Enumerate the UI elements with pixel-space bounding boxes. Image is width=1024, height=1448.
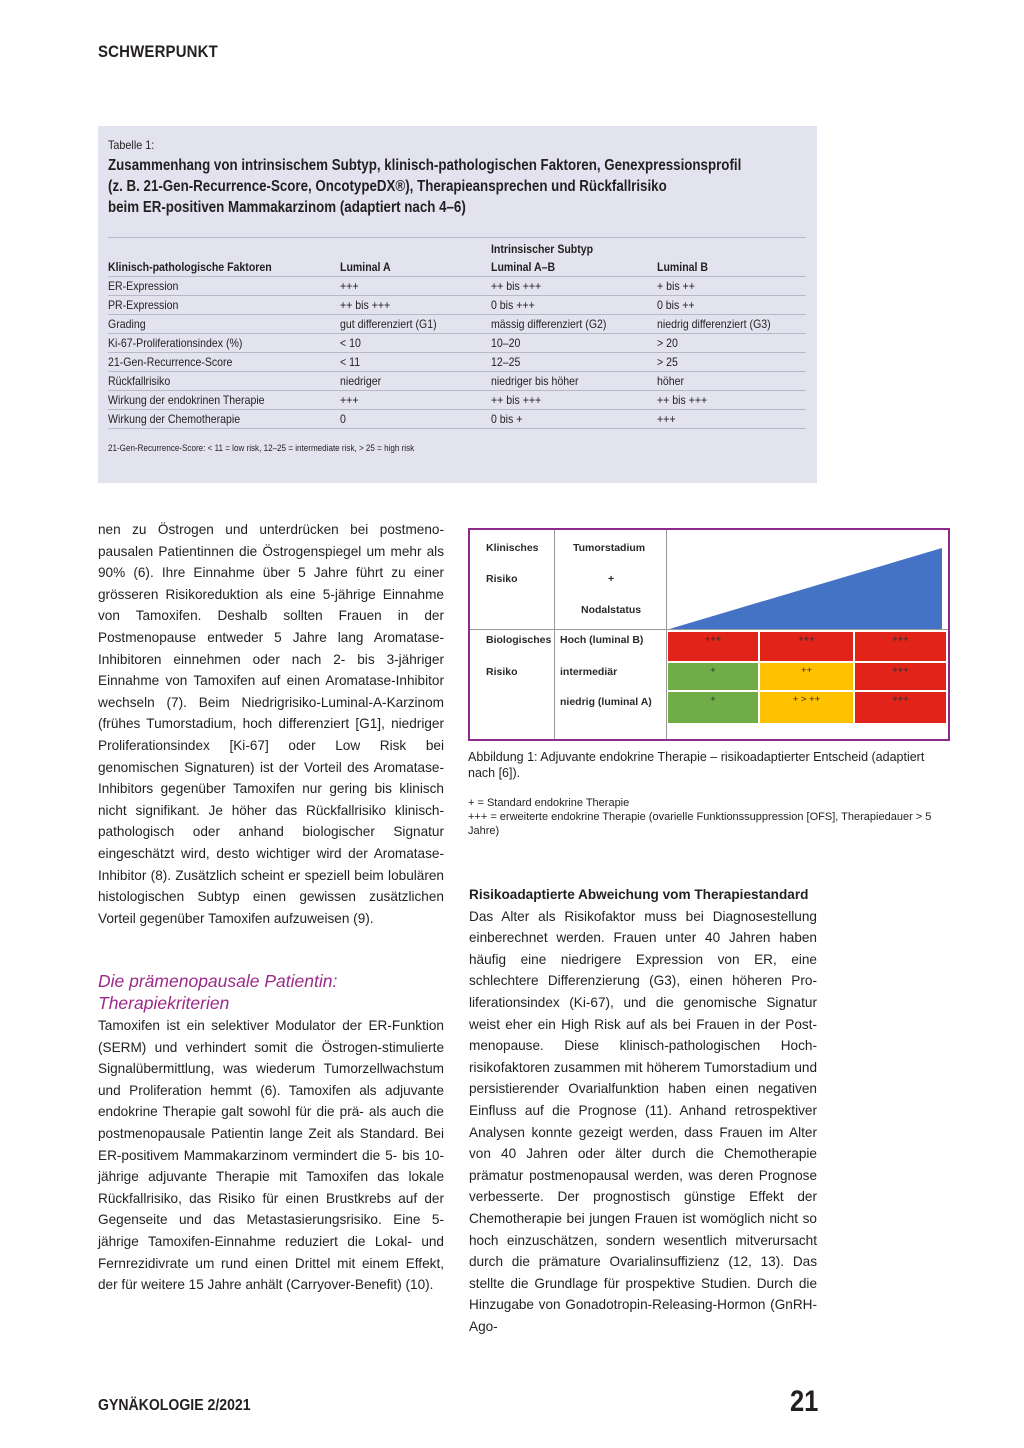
clinical-label: Risiko bbox=[486, 573, 518, 585]
legend-line: +++ = erweiterte endokrine Therapie (ovarielle Funktionssuppression [OFS], Therapiedauer > 5 Jahre) bbox=[468, 811, 932, 837]
footer-journal: GYNÄKOLOGIE 2/2021 bbox=[98, 1397, 251, 1414]
risk-cell: + > ++ bbox=[760, 692, 853, 723]
table-cell: niedrig differenziert (G3) bbox=[657, 317, 771, 331]
table-cell: 0 bbox=[340, 412, 346, 426]
table-cell: 10–20 bbox=[491, 336, 521, 350]
row-label: niedrig (luminal A) bbox=[560, 696, 652, 708]
table-cell: ++ bis +++ bbox=[657, 393, 708, 407]
table-title-line: (z. B. 21-Gen-Recurrence-Score, OncotypeDX®), Therapieansprechen und Rückfallrisiko bbox=[108, 178, 667, 195]
table-cell: Rückfallrisiko bbox=[108, 374, 171, 388]
legend-line: + = Standard endokrine Therapie bbox=[468, 797, 630, 809]
table-cell: Wirkung der endokrinen Therapie bbox=[108, 393, 265, 407]
table-row bbox=[108, 353, 806, 372]
table-cell: < 11 bbox=[340, 355, 361, 369]
table-cell: 21-Gen-Recurrence-Score bbox=[108, 355, 233, 369]
table-cell: niedriger bbox=[340, 374, 382, 388]
clinical-label: Klinisches bbox=[486, 542, 539, 554]
table-row bbox=[108, 391, 806, 410]
table-label: Tabelle 1: bbox=[108, 138, 155, 152]
paragraph: nen zu Östrogen und unterdrücken bei postmenopausalen Patientinnen die Östrogenspiegel um mehr als 90% (6). Ihre Einnahme über 5 Jahre führt zu einer grösseren Risikoreduktion als eine 5-jährige Einnahme von Tamoxifen. Deshalb sollten Frauen in der Postmenopause entweder 5 Jahre lang Aromatase-Inhibitoren einnehmen oder nach 2- bis 3-jähriger Einnahme von Tamoxifen auf einen Aromatase-Inhibitor wechseln (7). Beim Niedrigrisiko-Luminal-A-Karzinom (frühes Tumorstadium, hoch differenziert [G1], niedriger Proliferationsindex [Ki-67] oder Low Risk bei genomischen Signaturen) ist der Vorteil des Aromatase-Inhibitors gegenüber Tamoxifen nur gering bis klinisch nicht signifikant. Je höher das Rückfallrisiko klinisch-pathologisch oder anhand biologischer Signatur eingeschätzt wird, desto wichtiger wird der Aromatase-Inhibitor (8). Zusätzlich scheint er speziell beim lobulären histologischen Subtyp einen gewissen zusätzlichen Vorteil gegenüber Tamoxifen aufzuweisen (9). bbox=[98, 522, 444, 926]
table-cell: ++ bis +++ bbox=[491, 393, 542, 407]
section-heading-line: Die prämenopausale Patientin: bbox=[98, 971, 338, 991]
table-group-header: Intrinsischer Subtyp bbox=[491, 242, 594, 256]
risk-cell: + bbox=[668, 663, 758, 690]
table-row bbox=[108, 372, 806, 391]
risk-cell: ++ bbox=[760, 663, 853, 690]
table-title bbox=[108, 155, 779, 218]
table-header-row bbox=[108, 258, 806, 277]
table-cell: niedriger bis höher bbox=[491, 374, 579, 388]
figure-risk-chart bbox=[468, 528, 950, 741]
body-text-left-top bbox=[98, 519, 444, 929]
table-cell: + bis ++ bbox=[657, 279, 695, 293]
table-cell: +++ bbox=[340, 279, 359, 293]
table-cell: gut differenziert (G1) bbox=[340, 317, 437, 331]
table-cell: < 10 bbox=[340, 336, 361, 350]
risk-cell: +++ bbox=[855, 632, 946, 661]
table-row bbox=[108, 334, 806, 353]
table-title-line: Zusammenhang von intrinsischem Subtyp, klinisch-pathologischen Faktoren, Genexpressionsprofil bbox=[108, 157, 742, 174]
table-header-cell: Luminal B bbox=[657, 260, 709, 274]
table-cell: 12–25 bbox=[491, 355, 521, 369]
table-row bbox=[108, 410, 806, 429]
table-group-header-row bbox=[108, 240, 806, 259]
table-cell: Grading bbox=[108, 317, 146, 331]
figure-legend bbox=[468, 796, 948, 838]
table-cell: ++ bis +++ bbox=[340, 298, 391, 312]
table-header-cell: Luminal A–B bbox=[491, 260, 556, 274]
table-cell: Wirkung der Chemotherapie bbox=[108, 412, 241, 426]
table-row bbox=[108, 277, 806, 296]
table-cell: +++ bbox=[657, 412, 676, 426]
table-footnote: 21-Gen-Recurrence-Score: < 11 = low risk, 12–25 = intermediate risk, > 25 = high risk bbox=[108, 443, 415, 454]
figure-caption: Abbildung 1: Adjuvante endokrine Therapie – risikoadaptierter Entscheid (adaptiert nach [6]). bbox=[468, 750, 925, 780]
paragraph: Das Alter als Risikofaktor muss bei Diagnosestellung einberechnet werden. Frauen unter 40 Jahren haben häufig eine niedrigere Expression von ER, eine schlechtere Differenzierung (G3), einen höheren Proliferationsindex (Ki-67), und die genomische Signatur weist eher ein High Risk auf als bei Frauen in der Postmenopause. Diese klinisch-pathologischen Hochrisikofaktoren zusammen mit höherem Tumorstadium und persistierender Ovarialfunktion haben einen negativen Einfluss auf die Prognose (11). Anhand retrospektiver Analysen konnte gezeigt werden, dass Frauen im Alter von 40 Jahren oder älter durch die Chemotherapie prämatur postmenopausal werden, was deren Prognose verbesserte. Der prognostisch günstige Effekt der Chemotherapie bei jungen Frauen ist womöglich nicht so hoch einzuschätzen, sondern wesentlich mitverursacht durch die prämature Ovarialinsuffizienz (12, 13). Das stellte die Grundlage für prospektive Studien. Durch die Hinzugabe von Gonadotropin-Releasing-Hormon (GnRH-Ago- bbox=[469, 908, 817, 1334]
risk-wedge bbox=[666, 548, 942, 630]
table-cell: 0 bis ++ bbox=[657, 298, 695, 312]
tumor-label: Tumorstadium bbox=[573, 542, 646, 554]
table-cell: > 20 bbox=[657, 336, 678, 350]
tumor-label: Nodalstatus bbox=[581, 604, 642, 616]
bio-label: Biologisches bbox=[486, 634, 552, 646]
body-text-left-bottom bbox=[98, 1015, 444, 1296]
paragraph: Tamoxifen ist ein selektiver Modulator der ER-Funktion (SERM) und verhindert somit die Östrogen-stimulierte Signalübermittlung, was wiederum Tumorzellwachstum und Proliferation hemmt (6). Tamoxifen als adjuvante endokrine Therapie galt sowohl für die prä- als auch die postmenopausale Patientin lange Zeit als Standard. Bei ER-positivem Mammakarzinom vermindert die 5- bis 10-jährige adjuvante Therapie mit Tamoxifen das lokale Rückfallrisiko, das Risiko für einen Brustkrebs auf der Gegenseite und das Metastasierungsrisiko. Eine 5-jährige Tamoxifen-Einnahme reduziert die Lokal- und Fernrezidivrate um rund einen Drittel mit einem Effekt, der für weitere 15 Jahre anhält (Carryover-Benefit) (10). bbox=[98, 1018, 444, 1293]
bio-label: Risiko bbox=[486, 666, 518, 678]
subheading: Risikoadaptierte Abweichung vom Therapiestandard bbox=[469, 887, 809, 902]
table-cell: 0 bis +++ bbox=[491, 298, 535, 312]
tumor-label: + bbox=[608, 573, 615, 585]
risk-cell: +++ bbox=[855, 663, 946, 690]
table-cell: ++ bis +++ bbox=[491, 279, 542, 293]
table-cell: Ki-67-Proliferationsindex (%) bbox=[108, 336, 243, 350]
section-heading-line: Therapiekriterien bbox=[98, 993, 230, 1013]
risk-cell: +++ bbox=[855, 692, 946, 723]
table-cell: mässig differenziert (G2) bbox=[491, 317, 607, 331]
table-header-cell: Klinisch-pathologische Faktoren bbox=[108, 260, 272, 274]
table-cell: höher bbox=[657, 374, 685, 388]
table-row bbox=[108, 296, 806, 315]
section-header: SCHWERPUNKT bbox=[98, 42, 218, 61]
page-number: 21 bbox=[790, 1385, 819, 1418]
risk-cell: +++ bbox=[668, 632, 758, 661]
table-header-cell: Luminal A bbox=[340, 260, 391, 274]
risk-cell: + bbox=[668, 692, 758, 723]
body-text-right bbox=[469, 884, 817, 1337]
table-row bbox=[108, 315, 806, 334]
table-box bbox=[98, 126, 817, 483]
table-title-line: beim ER-positiven Mammakarzinom (adaptiert nach 4–6) bbox=[108, 199, 466, 216]
table-cell: > 25 bbox=[657, 355, 678, 369]
section-heading bbox=[98, 970, 458, 1014]
table-cell: +++ bbox=[340, 393, 359, 407]
table-cell: ER-Expression bbox=[108, 279, 179, 293]
risk-cell: +++ bbox=[760, 632, 853, 661]
row-label: Hoch (luminal B) bbox=[560, 634, 644, 646]
row-label: intermediär bbox=[560, 666, 618, 678]
table-cell: 0 bis + bbox=[491, 412, 523, 426]
table-cell: PR-Expression bbox=[108, 298, 179, 312]
